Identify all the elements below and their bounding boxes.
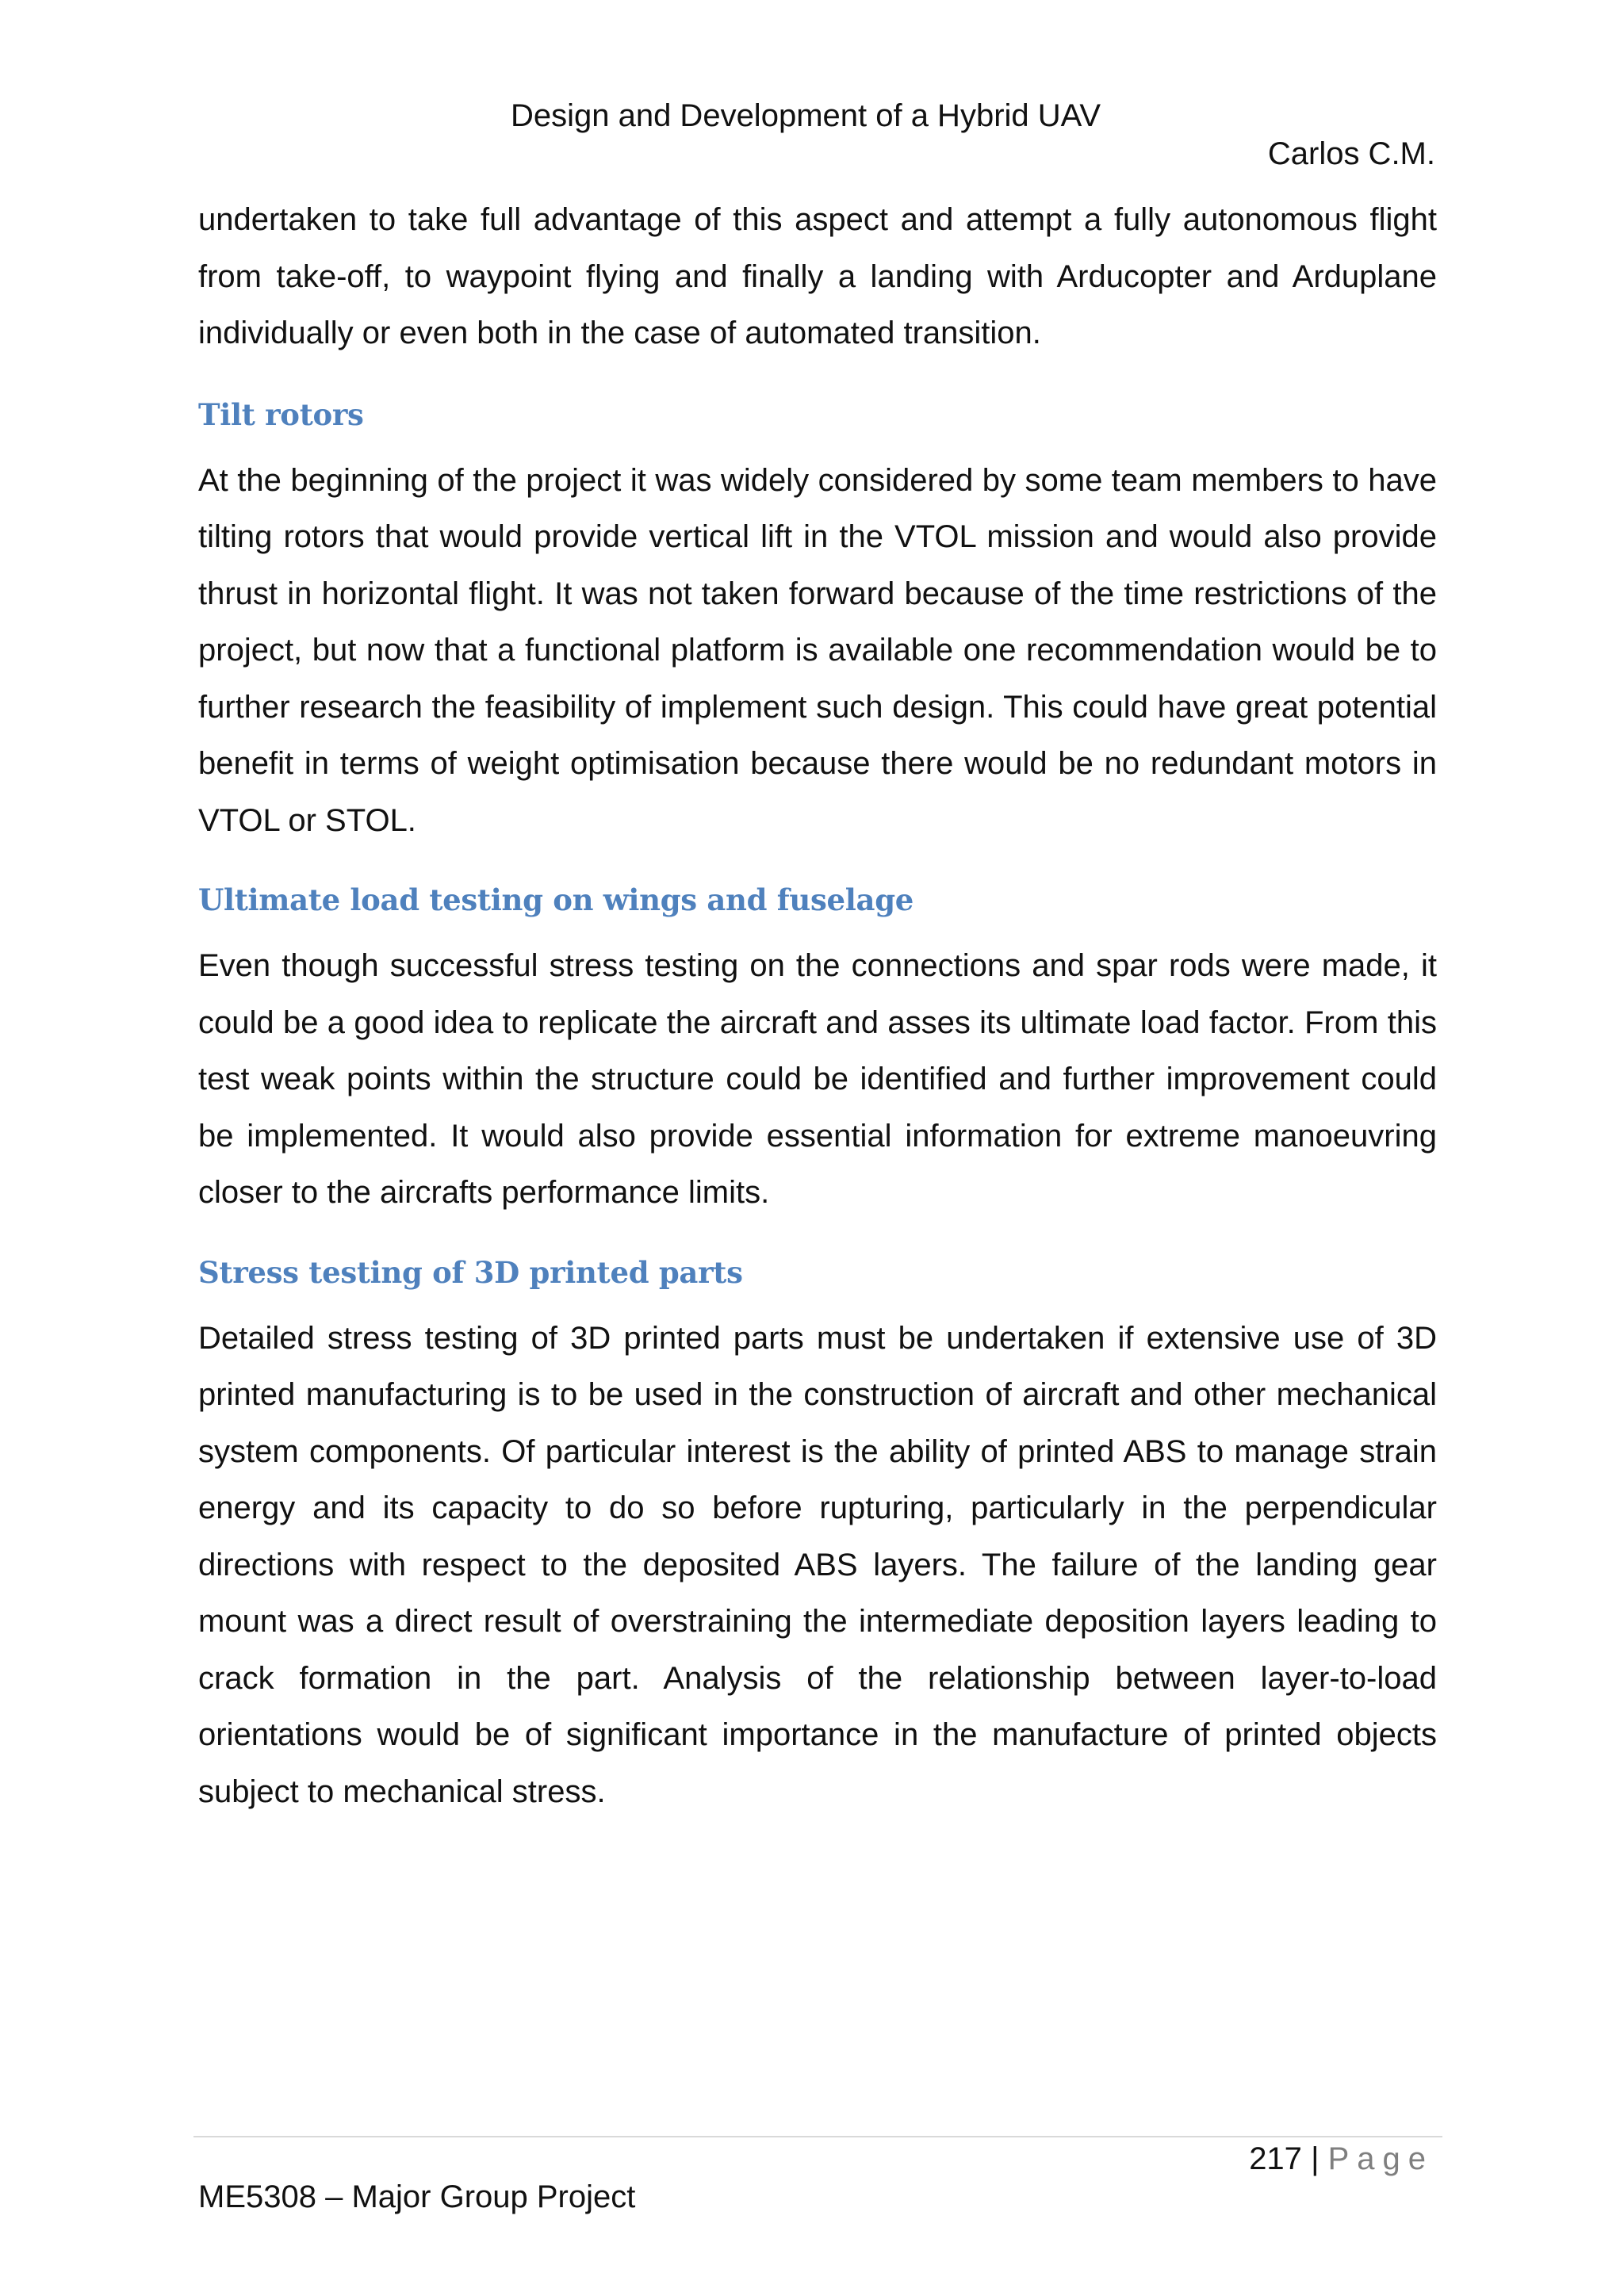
footer-divider bbox=[193, 2136, 1442, 2137]
section-paragraph-stress-testing: Detailed stress testing of 3D printed parts must be undertaken if extensive use of 3D printed manufacturing is to be used in the construction of aircraft and other mechanical system components. Of particular interest is the ability of printed ABS to manage strain energy and its capacity to do so before rupturing, particularly in the perpendicular directions with respect to the deposited ABS layers. The failure of the landing gear mount was a direct result of overstraining the intermediate deposition layers leading to crack formation in the part. Analysis of the relationship between layer-to-load orientations would be of significant importance in the manufacture of printed objects subject to mechanical stress. bbox=[198, 1320, 1437, 1809]
section-heading-tilt-rotors: Tilt rotors bbox=[198, 396, 364, 432]
section-paragraph-tilt-rotors: At the beginning of the project it was widely considered by some team members to have tilting rotors that would provide vertical lift in the VTOL mission and would also provide thrust in horizontal flight. It was not taken forward because of the time restrictions of the project, but now that a functional platform is available one recommendation would be to further research the feasibility of implement such design. This could have great potential benefit in terms of weight optimisation because there would be no redundant motors in VTOL or STOL. bbox=[198, 462, 1437, 838]
footer-course-title: ME5308 – Major Group Project bbox=[198, 2179, 636, 2214]
page-separator: | bbox=[1311, 2141, 1320, 2176]
page-label: Page bbox=[1327, 2141, 1434, 2176]
running-header-title: Design and Development of a Hybrid UAV bbox=[510, 98, 1101, 133]
running-header-author: Carlos C.M. bbox=[1267, 136, 1435, 171]
section-heading-ultimate-load-testing: Ultimate load testing on wings and fuselage bbox=[198, 882, 914, 917]
section-heading-stress-testing: Stress testing of 3D printed parts bbox=[198, 1254, 743, 1290]
intro-paragraph: undertaken to take full advantage of this aspect and attempt a fully autonomous flight from take-off, to waypoint flying and finally a landing with Arducopter and Arduplane individually or even both in the case of automated transition. bbox=[198, 202, 1437, 350]
page-body bbox=[198, 192, 1437, 1820]
footer-page-number bbox=[1249, 2140, 1434, 2178]
section-paragraph-ultimate-load-testing: Even though successful stress testing on the connections and spar rods were made, it could be a good idea to replicate the aircraft and asses its ultimate load factor. From this test weak points within the structure could be identified and further improvement could be implemented. It would also provide essential information for extreme manoeuvring closer to the aircrafts performance limits. bbox=[198, 948, 1437, 1210]
page-number: 217 bbox=[1249, 2141, 1302, 2176]
